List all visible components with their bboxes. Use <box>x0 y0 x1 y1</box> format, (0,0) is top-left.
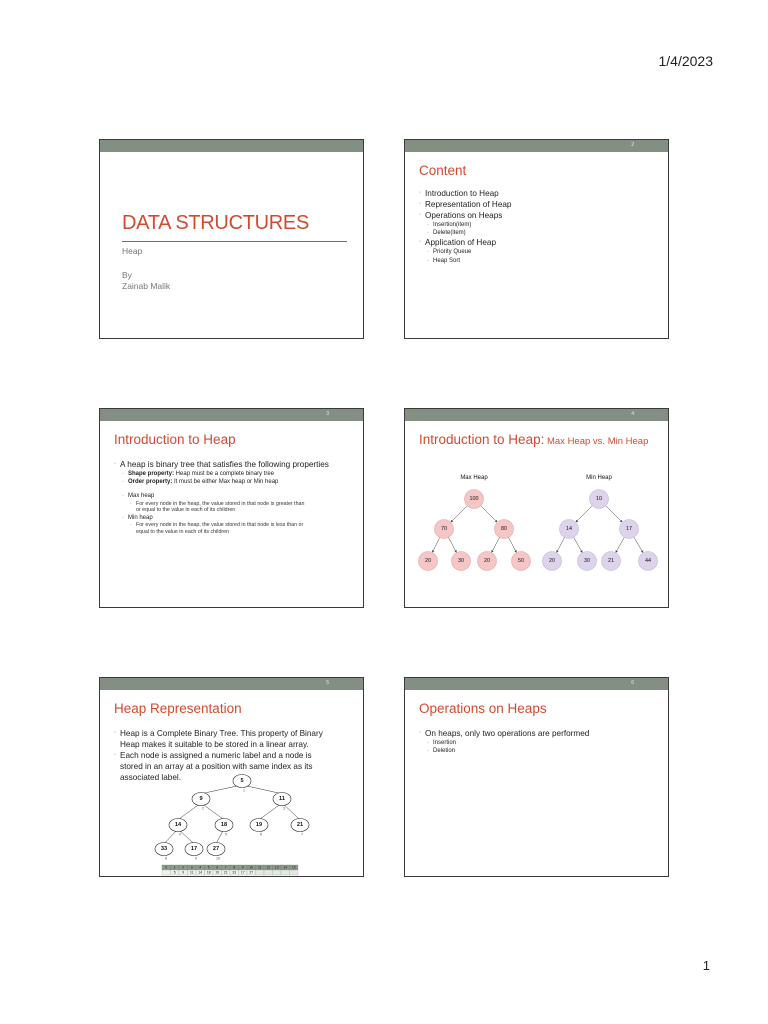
max-heap-node-value: 100 <box>469 496 479 502</box>
page-number: 1 <box>702 958 710 973</box>
tree-edge <box>634 537 643 553</box>
array-value: 14 <box>198 870 203 875</box>
list-item: ◦ Priority Queue <box>419 248 658 256</box>
heap-node-index: 4 <box>179 832 181 837</box>
min-heap-node-value: 17 <box>626 526 632 532</box>
max-desc-line-2: or equal to the value in each of its children <box>136 507 236 514</box>
array-value: 21 <box>223 870 228 875</box>
slide-number: 3 <box>326 411 329 417</box>
array-value-cell <box>273 870 282 875</box>
heap-node-index: 9 <box>195 856 197 861</box>
heap-node-index: 5 <box>225 832 227 837</box>
slide-1 <box>99 139 364 339</box>
heap-node-value: 33 <box>160 846 168 852</box>
heap-node-index: 6 <box>260 832 262 837</box>
heap-node-value: 27 <box>212 846 220 852</box>
list-item: ◦ Each node is assigned a numeric label and a node is stored in an array at a position with same index as its associated label. <box>114 750 333 783</box>
array-value: 33 <box>232 870 237 875</box>
array-value-cell <box>290 870 299 875</box>
array-index-value: 8 <box>233 865 236 870</box>
list-item: ◦ Heap is a Complete Binary Tree. This property of Binary Heap makes it suitable to be stored in a linear array. <box>114 728 333 750</box>
content-list <box>419 728 658 755</box>
slide-title: DATA STRUCTURES <box>122 212 309 234</box>
author-name: Zainab Malik <box>122 281 171 291</box>
list-item: ◦ A heap is binary tree that satisfies the following properties <box>114 459 353 470</box>
list-item <box>114 470 353 478</box>
max-heap-node-value: 20 <box>484 558 490 564</box>
max-heap-node-value: 80 <box>501 526 507 532</box>
max-heap-node-value: 70 <box>441 526 447 532</box>
slide-title: Content <box>419 163 467 178</box>
content-list <box>419 188 658 265</box>
array-value: 5 <box>173 870 176 875</box>
list-item: ◦ Max heap <box>114 492 353 500</box>
list-item: ◦ Deletion <box>419 747 658 755</box>
min-heap-node-value: 30 <box>584 558 590 564</box>
slide-number: 5 <box>326 680 329 686</box>
shape-property-label: Shape property: <box>128 471 175 477</box>
max-desc-line-1: For every node in the heap, the value stored in that node is greater than <box>136 500 305 507</box>
slide-number: 6 <box>631 680 634 686</box>
heap-node-index: 3 <box>283 806 285 811</box>
heap-node-value: 21 <box>296 822 304 828</box>
byline-label: By <box>122 270 132 280</box>
max-heap-node-value: 50 <box>518 558 524 564</box>
tree-edge <box>481 506 498 523</box>
slide-5 <box>99 677 364 877</box>
tree-edge <box>201 803 224 820</box>
array-index-value: 1 <box>173 865 176 870</box>
array-index-value: 4 <box>199 865 202 870</box>
array-value-cell <box>256 870 265 875</box>
min-heap-node-value: 44 <box>645 558 651 564</box>
heap-node-value: 18 <box>220 822 228 828</box>
heap-node-index: 7 <box>301 832 303 837</box>
slide-subtitle: Heap <box>122 246 143 256</box>
list-item: ◦ Min heap <box>114 514 353 522</box>
list-item: ◦ Introduction to Heap <box>419 188 658 199</box>
tree-edge <box>451 506 468 523</box>
heap-node-index: 2 <box>202 806 204 811</box>
slide-header-bar <box>100 140 363 152</box>
tree-edge <box>508 537 516 552</box>
list-item <box>114 522 353 536</box>
min-heap-node-value: 20 <box>549 558 555 564</box>
heap-representation-diagram <box>100 678 364 877</box>
array-value-cell <box>264 870 273 875</box>
list-item: ◦ Representation of Heap <box>419 199 658 210</box>
array-index-value: 5 <box>207 865 210 870</box>
tree-edge <box>491 537 499 552</box>
slide-6 <box>404 677 669 877</box>
array-index-value: 14 <box>283 865 288 870</box>
order-property-text: It must be either Max heap or Min heap <box>172 479 279 486</box>
array-value-cell <box>162 870 171 875</box>
slide-number: 2 <box>631 142 634 148</box>
slide-header-bar <box>405 678 668 690</box>
tree-edge <box>259 803 282 820</box>
heap-comparison-diagram <box>405 409 669 608</box>
array-index-value: 0 <box>165 865 168 870</box>
min-heap-node-value: 21 <box>608 558 614 564</box>
list-item: ◦ Heap Sort <box>419 257 658 265</box>
tree-edge <box>432 537 440 552</box>
min-desc-line-1: For every node in the heap, the value stored in that node is less than or <box>136 522 304 529</box>
slide-4 <box>404 408 669 608</box>
list-item: ◦ Insertion(item) <box>419 221 658 229</box>
max-heap-label: Max Heap <box>460 475 488 481</box>
heap-node-value: 9 <box>199 796 203 802</box>
array-index-value: 6 <box>216 865 219 870</box>
content-list <box>114 459 353 536</box>
heap-node-value: 14 <box>174 822 182 828</box>
tree-edge <box>242 785 282 794</box>
heap-node-index: 8 <box>165 856 167 861</box>
list-item: ◦ Application of Heap <box>419 237 658 248</box>
slide-header-bar <box>405 140 668 152</box>
min-desc-line-2: equal to the value in each of its children <box>136 529 230 536</box>
array-index-value: 11 <box>257 865 262 870</box>
array-value-cell <box>281 870 290 875</box>
tree-edge <box>616 537 625 552</box>
title-main: Introduction to Heap: <box>419 432 545 447</box>
slide-3 <box>99 408 364 608</box>
list-item: ◦ On heaps, only two operations are performed <box>419 728 658 739</box>
tree-edge <box>574 537 583 552</box>
tree-edge <box>448 537 456 552</box>
title-sub: Max Heap vs. Min Heap <box>544 436 649 447</box>
heap-node-index: 10 <box>216 856 220 861</box>
list-item <box>114 478 353 486</box>
order-property-label: Order property: <box>128 479 173 486</box>
array-index-value: 13 <box>274 865 279 870</box>
tree-edge <box>576 506 593 523</box>
heap-node-value: 17 <box>190 846 198 852</box>
list-item <box>114 501 353 515</box>
slide-number: 4 <box>631 411 634 417</box>
heap-node-index: 1 <box>243 788 245 793</box>
page-date: 1/4/2023 <box>658 53 713 69</box>
min-heap-node-value: 14 <box>566 526 572 532</box>
max-heap-node-value: 20 <box>425 558 431 564</box>
array-index-value: 7 <box>224 865 227 870</box>
heap-node-value: 5 <box>240 778 244 784</box>
array-index-value: 12 <box>266 865 271 870</box>
max-heap-node-value: 30 <box>458 558 464 564</box>
array-index-value: 15 <box>291 865 296 870</box>
tree-edge <box>556 537 564 552</box>
list-item: ◦ Insertion <box>419 739 658 747</box>
array-value: 27 <box>249 870 254 875</box>
tree-edge <box>606 506 623 523</box>
array-index-value: 3 <box>190 865 193 870</box>
array-value: 17 <box>240 870 245 875</box>
heap-node-value: 19 <box>255 822 263 828</box>
array-value: 11 <box>189 870 194 875</box>
list-item: ◦ Operations on Heaps <box>419 210 658 221</box>
slide-header-bar <box>100 409 363 421</box>
array-value: 18 <box>206 870 211 875</box>
tree-edge <box>201 785 242 794</box>
slide-2 <box>404 139 669 339</box>
list-item: ◦ Delete(item) <box>419 229 658 237</box>
array-value: 19 <box>215 870 220 875</box>
shape-property-text: Heap must be a complete binary tree <box>174 471 275 477</box>
slide-title: Heap Representation <box>114 701 242 716</box>
heap-node-value: 11 <box>279 796 285 802</box>
array-index-value: 10 <box>249 865 254 870</box>
min-heap-node-value: 10 <box>596 496 602 502</box>
slide-title: Operations on Heaps <box>419 701 547 716</box>
array-index-value: 9 <box>241 865 244 870</box>
slide-title: Introduction to Heap <box>114 432 236 447</box>
array-value: 9 <box>182 870 185 875</box>
array-index-value: 2 <box>182 865 185 870</box>
title-underline <box>122 241 347 242</box>
tree-edge <box>178 803 201 820</box>
min-heap-label: Min Heap <box>586 475 612 481</box>
